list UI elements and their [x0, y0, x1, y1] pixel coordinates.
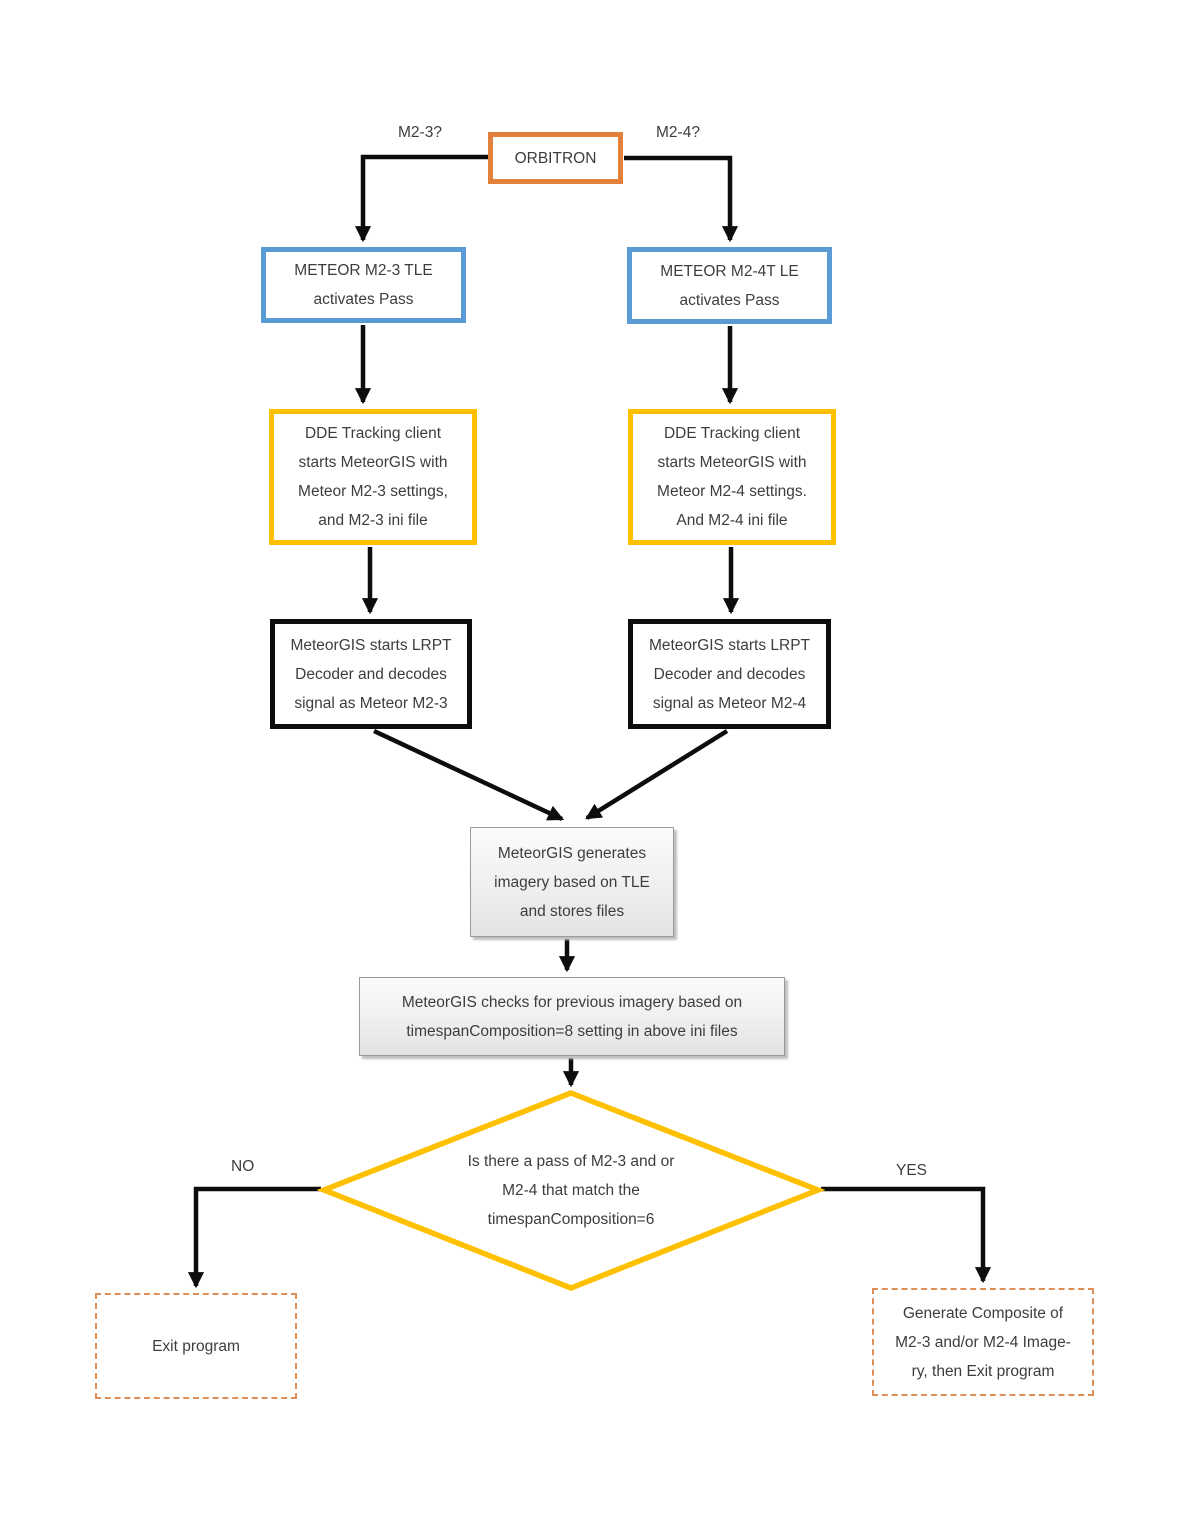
lrpt-m23-line: signal as Meteor M2-3: [294, 694, 448, 712]
generate-imagery-node: [470, 827, 674, 937]
lrpt-m23-line: Decoder and decodes: [295, 665, 447, 683]
dde-m24-node: [628, 409, 836, 545]
branch-label-m24: M2-4?: [656, 124, 700, 141]
lrpt-m23-line: MeteorGIS starts LRPT: [290, 636, 452, 654]
arrow-lrpt-m23-to-generate-imagery: [374, 731, 562, 819]
decision-line: M2-4 that match the: [502, 1181, 640, 1199]
exit-program-node: [95, 1293, 297, 1399]
edge-label-yes: YES: [896, 1162, 928, 1179]
arrow-orbitron-to-tle-m24: [624, 158, 730, 240]
arrow-lrpt-m24-to-generate-imagery: [587, 731, 727, 818]
dde-m23-line: and M2-3 ini file: [318, 512, 428, 529]
lrpt-m24-node: [628, 619, 831, 729]
dde-m24-line: Meteor M2-4 settings.: [657, 483, 807, 500]
generate-composite-node: [872, 1288, 1094, 1396]
arrow-decision-yes-to-composite: [821, 1189, 983, 1281]
tle-m23-node: [261, 247, 466, 323]
decision-line: Is there a pass of M2-3 and or: [467, 1152, 675, 1170]
orbitron-label: ORBITRON: [514, 149, 597, 167]
generate-imagery-line: imagery based on TLE: [494, 873, 650, 891]
decision-line: timespanComposition=6: [487, 1210, 655, 1228]
tle-m23-line: activates Pass: [313, 291, 414, 308]
check-previous-node: [359, 977, 785, 1056]
lrpt-m24-line: Decoder and decodes: [653, 665, 806, 683]
tle-m23-line: METEOR M2-3 TLE: [294, 262, 433, 279]
branch-label-m23: M2-3?: [398, 124, 442, 141]
arrow-decision-no-to-exit: [196, 1189, 321, 1286]
lrpt-m24-line: MeteorGIS starts LRPT: [648, 636, 811, 654]
decision-node-text: [396, 1142, 746, 1238]
tle-m24-node: [627, 247, 832, 324]
dde-m23-node: [269, 409, 477, 545]
lrpt-m24-line: signal as Meteor M2-4: [652, 694, 807, 712]
dde-m24-line: And M2-4 ini file: [676, 512, 788, 529]
generate-composite-line: ry, then Exit program: [911, 1362, 1055, 1380]
dde-m23-line: Meteor M2-3 settings,: [298, 483, 448, 500]
check-previous-line: MeteorGIS checks for previous imagery based on: [401, 993, 743, 1011]
check-previous-line: timespanComposition=8 setting in above ini files: [406, 1022, 738, 1040]
generate-imagery-line: MeteorGIS generates: [497, 844, 647, 862]
tle-m24-line: METEOR M2-4T LE: [660, 262, 799, 280]
dde-m24-line: starts MeteorGIS with: [657, 454, 807, 471]
dde-m23-line: starts MeteorGIS with: [298, 454, 448, 471]
generate-imagery-line: and stores files: [519, 902, 625, 920]
dde-m24-line: DDE Tracking client: [663, 425, 801, 442]
orbitron-node: [488, 132, 623, 184]
generate-composite-line: M2-3 and/or M2-4 Image-: [895, 1333, 1071, 1351]
edge-label-no: NO: [231, 1158, 255, 1175]
tle-m24-line: activates Pass: [679, 291, 780, 309]
dde-m23-line: DDE Tracking client: [304, 425, 442, 442]
exit-program-line: Exit program: [152, 1337, 240, 1355]
arrow-orbitron-to-tle-m23: [363, 157, 490, 240]
generate-composite-line: Generate Composite of: [902, 1304, 1064, 1322]
lrpt-m23-node: [270, 619, 472, 729]
